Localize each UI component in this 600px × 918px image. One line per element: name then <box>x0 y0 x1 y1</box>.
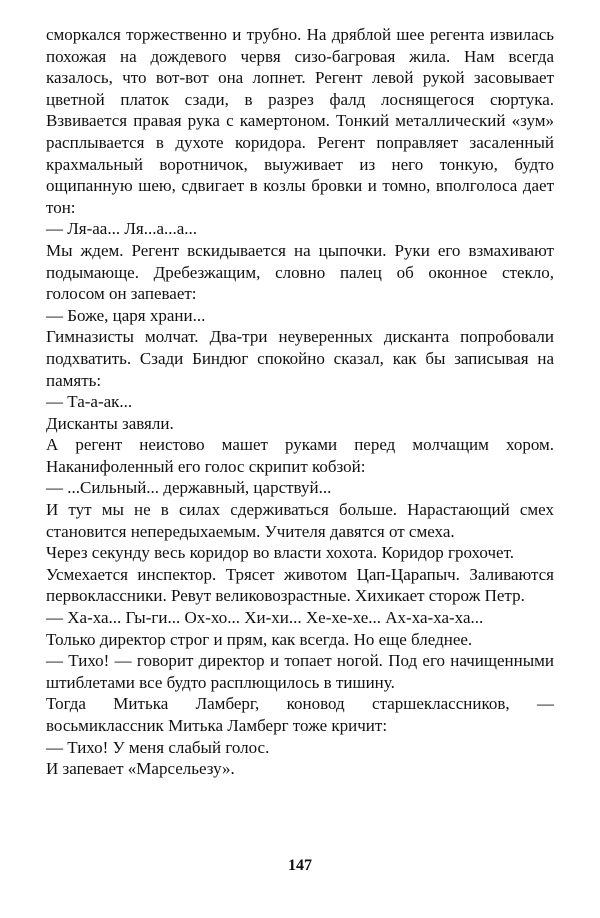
paragraph: сморкался торжественно и трубно. На дряблой шее регента извилась похожая на дождевого червя сизо-багровая жила. Нам всегда казалось, что вот-вот она лопнет. Регент левой рукой засовывает цветной платок сзади, в разрез фалд лоснящегося сюртука. Взвивается правая рука с камертоном. Тонкий металлический «зум» расплывается в духоте коридора. Регент поправляет засаленный крахмальный воротничок, выуживает из него тонкую, будто ощипанную шею, сдвигает в козлы бровки и томно, вполголоса дает тон: <box>46 25 554 217</box>
paragraph: Только директор строг и прям, как всегда. Но еще бледнее. <box>46 629 473 649</box>
paragraph: Дисканты завяли. <box>46 413 174 433</box>
paragraph: — Та-а-ак... <box>46 392 133 412</box>
paragraph: Через секунду весь коридор во власти хохота. Коридор грохочет. <box>46 543 514 563</box>
paragraph: И запевает «Марсельезу». <box>46 759 235 779</box>
page-number: 147 <box>288 857 312 874</box>
paragraph: И тут мы не в силах сдерживаться больше. Нарастающий смех становится непередыхаемым. Учителя давятся от смеха. <box>46 500 554 541</box>
paragraph: Усмехается инспектор. Трясет животом Цап-Царапыч. Заливаются первоклассники. Ревут великовозрастные. Хихикает сторож Петр. <box>46 564 554 606</box>
page-text <box>46 24 554 780</box>
paragraph: — ...Сильный... державный, царствуй... <box>46 478 332 498</box>
paragraph: — Боже, царя храни... <box>46 305 206 325</box>
paragraph: Тогда Митька Ламберг, коновод старшеклассников, — восьмиклассник Митька Ламберг тоже кричит: <box>46 694 554 735</box>
paragraph: — Тихо! У меня слабый голос. <box>46 737 270 757</box>
paragraph: — Тихо! — говорит директор и топает ногой. Под его начищенными штиблетами все будто расплющилось в тишину. <box>46 651 554 692</box>
paragraph: А регент неистово машет руками перед молчащим хором. Наканифоленный его голос скрипит кобзой: <box>46 435 554 476</box>
paragraph: Мы ждем. Регент вскидывается на цыпочки. Руки его взмахивают подымающе. Дребезжащим, словно палец об оконное стекло, голосом он запевает: <box>46 240 554 304</box>
paragraph: — Ха-ха... Гы-ги... Ох-хо... Хи-хи... Хе-хе-хе... Ах-ха-ха-ха... <box>46 608 484 628</box>
paragraph: Гимназисты молчат. Два-три неуверенных дисканта попробовали подхватить. Сзади Биндюг спокойно сказал, как бы записывая на память: <box>46 327 554 390</box>
paragraph: — Ля-аа... Ля...а...а... <box>46 219 198 239</box>
